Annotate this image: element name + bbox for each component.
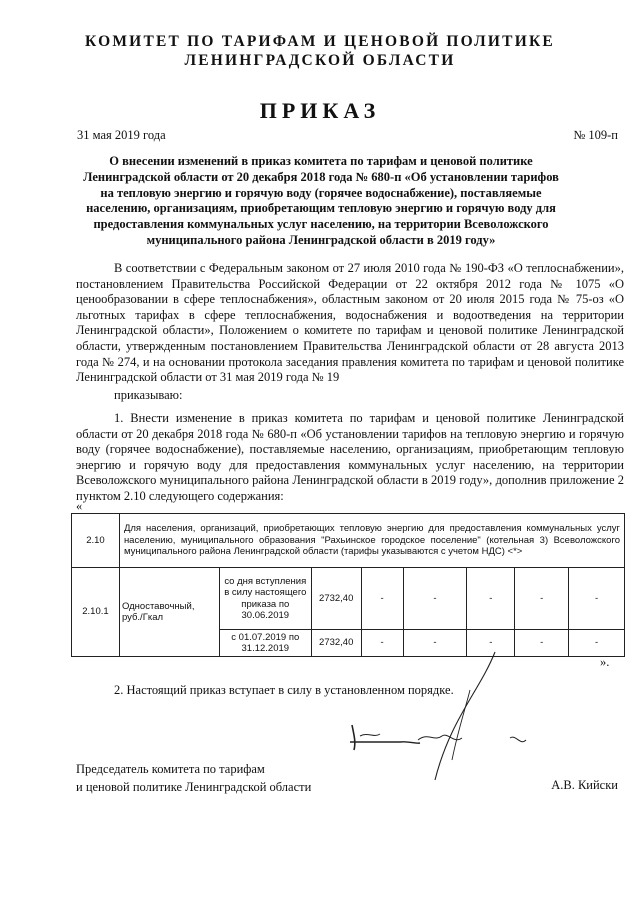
dash-cell: - [403,630,467,657]
table-row [72,568,625,630]
quote-close: ». [600,655,610,669]
table-row [72,514,625,568]
committee-name-line1: КОМИТЕТ ПО ТАРИФАМ И ЦЕНОВОЙ ПОЛИТИКЕ [85,33,555,50]
dash-cell: - [361,568,403,630]
row-number-cell: 2.10 [72,514,120,568]
dash-cell: - [569,630,625,657]
period-cell: со дня вступления в силу настоящего приказа по 30.06.2019 [219,568,311,630]
preamble-paragraph: В соответствии с Федеральным законом от 27 июля 2010 года № 190-ФЗ «О теплоснабжении», постановлением Правительства Российской Федерации от 22 октября 2012 года № 1075 «О ценообразовании в сфере теплоснабжения», областным законом от 20 июля 2015 года № 75-оз «О льготных тарифах в сфере теплоснабжения, водоснабжения и водоотведения на территории Ленинградской области», Положением о комитете по тарифам и ценовой политике Ленинградской области, утвержденным постановлением Правительства Ленинградской области от 28 августа 2013 года № 274, и на основании протокола заседания правления комитета по тарифам и ценовой политике Ленинградской области от 31 мая 2019 года № 19 [76,261,624,385]
signatory-position-line2: и ценовой политике Ленинградской области [76,780,312,794]
order-word: приказываю: [114,388,183,402]
tariff-value-cell: 2732,40 [311,568,361,630]
signatory-position [76,760,311,796]
dash-cell: - [361,630,403,657]
row-number-cell: 2.10.1 [72,568,120,657]
document-type-title: ПРИКАЗ [259,98,381,123]
signatory-position-line1: Председатель комитета по тарифам [76,762,265,776]
committee-name-line2: ЛЕНИНГРАДСКОЙ ОБЛАСТИ [184,52,456,69]
order-number: № 109-п [573,128,618,142]
dash-cell: - [515,630,569,657]
handwritten-signature [330,650,550,790]
dash-cell: - [467,568,515,630]
item-2-paragraph: 2. Настоящий приказ вступает в силу в установленном порядке. [114,683,454,697]
tariff-value-cell: 2732,40 [311,630,361,657]
tariff-type-cell: Одноставочный, руб./Гкал [119,568,219,657]
row-description-cell: Для населения, организаций, приобретающих тепловую энергию для предоставления коммунальных услуг населению, муниципального образования "Рахьинское городское поселение" (котельная 3) Всеволожского муниципального района Ленинградской области (тарифы указываются с учетом НДС) <*> [119,514,624,568]
signatory-name: А.В. Кийски [551,778,618,792]
period-cell: с 01.07.2019 по 31.12.2019 [219,630,311,657]
quote-open: « [76,499,83,513]
order-subject: О внесении изменений в приказ комитета по тарифам и ценовой политике Ленинградской области от 20 декабря 2018 года № 680-п «Об установлении тарифов на тепловую энергию и горячую воду (горячее водоснабжение), поставляемые населению, организациям, приобретающим тепловую энергию и горячую воду для предоставления коммунальных услуг населению, на территории Всеволожского муниципального района Ленинградской области в 2019 году» [83,154,559,247]
dash-cell: - [403,568,467,630]
tariff-table [71,513,625,657]
dash-cell: - [467,630,515,657]
dash-cell: - [515,568,569,630]
dash-cell: - [569,568,625,630]
item-1-paragraph: 1. Внести изменение в приказ комитета по тарифам и ценовой политике Ленинградской области от 20 декабря 2018 года № 680-п «Об установлении тарифов на тепловую энергию и горячую воду (горячее водоснабжение), поставляемые населению, организациям, приобретающим тепловую энергию и горячую воду для предоставления коммунальных услуг населению, на территории Всеволожского муниципального района Ленинградской области в 2019 году», дополнив приложение 2 пунктом 2.10 следующего содержания: [76,411,624,503]
order-date: 31 мая 2019 года [77,128,166,142]
